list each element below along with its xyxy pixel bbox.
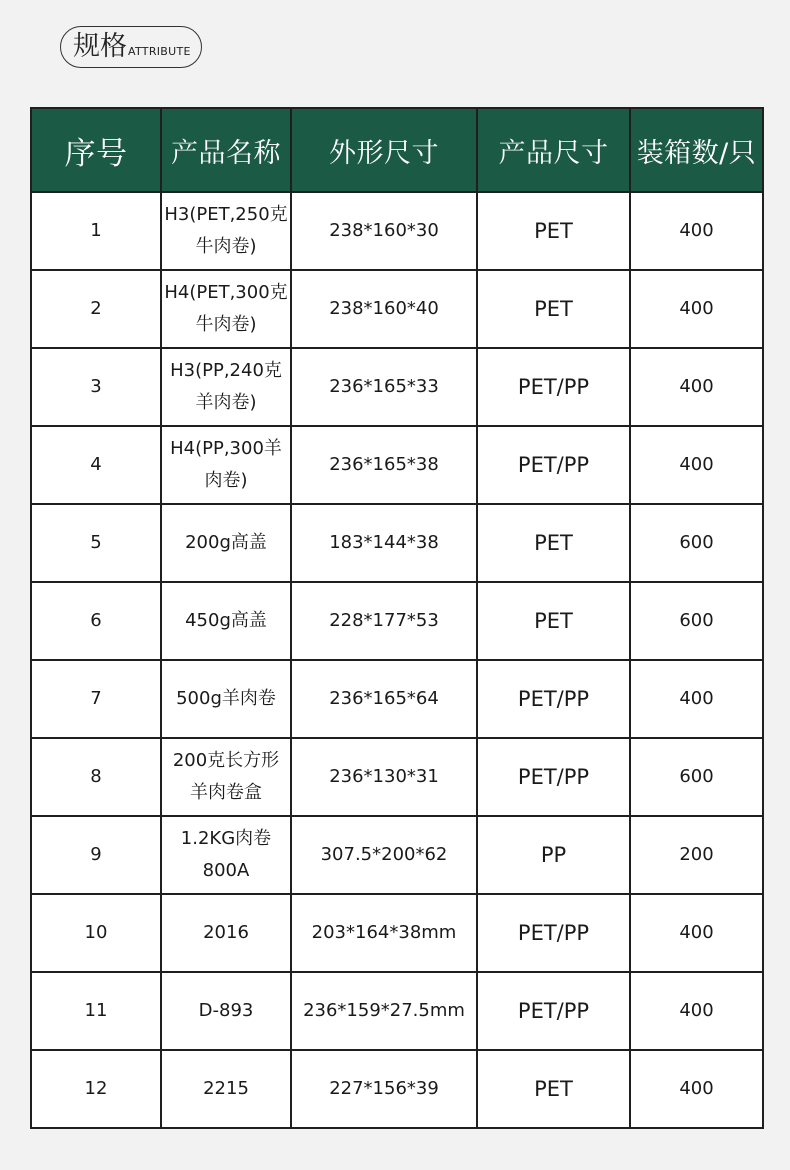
cell-outer-dimensions: 227*156*39 (291, 1050, 477, 1128)
table-body (31, 192, 763, 1128)
header-product-material: 产品尺寸 (477, 108, 630, 192)
table-row (31, 582, 763, 660)
table-row (31, 1050, 763, 1128)
table-row (31, 816, 763, 894)
cell-pack-quantity: 400 (630, 1050, 763, 1128)
cell-product-name: H3(PP,240克羊肉卷) (161, 348, 291, 426)
cell-pack-quantity: 600 (630, 738, 763, 816)
cell-pack-quantity: 400 (630, 348, 763, 426)
cell-serial-number: 11 (31, 972, 161, 1050)
cell-pack-quantity: 600 (630, 582, 763, 660)
cell-serial-number: 2 (31, 270, 161, 348)
header-row (31, 108, 763, 192)
cell-product-material: PET/PP (477, 348, 630, 426)
cell-pack-quantity: 400 (630, 972, 763, 1050)
cell-product-name: D-893 (161, 972, 291, 1050)
cell-product-material: PET (477, 504, 630, 582)
cell-outer-dimensions: 236*165*64 (291, 660, 477, 738)
cell-product-material: PP (477, 816, 630, 894)
header-product-name: 产品名称 (161, 108, 291, 192)
cell-product-material: PET/PP (477, 972, 630, 1050)
cell-pack-quantity: 200 (630, 816, 763, 894)
cell-outer-dimensions: 236*165*38 (291, 426, 477, 504)
cell-pack-quantity: 400 (630, 270, 763, 348)
table-row (31, 192, 763, 270)
table-row (31, 894, 763, 972)
cell-product-name: H4(PET,300克牛肉卷) (161, 270, 291, 348)
cell-product-name: 200g高盖 (161, 504, 291, 582)
cell-product-name: 2215 (161, 1050, 291, 1128)
cell-pack-quantity: 400 (630, 660, 763, 738)
cell-pack-quantity: 400 (630, 894, 763, 972)
cell-product-name: 450g高盖 (161, 582, 291, 660)
section-subtitle: ATTRIBUTE (128, 45, 191, 58)
section-title-badge (60, 26, 202, 68)
cell-serial-number: 12 (31, 1050, 161, 1128)
cell-pack-quantity: 600 (630, 504, 763, 582)
cell-outer-dimensions: 236*159*27.5mm (291, 972, 477, 1050)
table-row (31, 348, 763, 426)
cell-serial-number: 6 (31, 582, 161, 660)
cell-serial-number: 10 (31, 894, 161, 972)
cell-product-material: PET/PP (477, 738, 630, 816)
cell-product-name: 200克长方形羊肉卷盒 (161, 738, 291, 816)
cell-serial-number: 3 (31, 348, 161, 426)
cell-serial-number: 5 (31, 504, 161, 582)
cell-outer-dimensions: 307.5*200*62 (291, 816, 477, 894)
cell-product-material: PET/PP (477, 660, 630, 738)
header-outer-dimensions: 外形尺寸 (291, 108, 477, 192)
table-row (31, 426, 763, 504)
header-pack-quantity: 装箱数/只 (630, 108, 763, 192)
table-header (31, 108, 763, 192)
cell-outer-dimensions: 238*160*30 (291, 192, 477, 270)
cell-serial-number: 8 (31, 738, 161, 816)
section-title: 规格 (73, 31, 127, 62)
cell-product-name: 1.2KG肉卷800A (161, 816, 291, 894)
cell-product-material: PET (477, 192, 630, 270)
table-row (31, 660, 763, 738)
header-serial-number: 序号 (31, 108, 161, 192)
cell-serial-number: 7 (31, 660, 161, 738)
cell-product-material: PET (477, 582, 630, 660)
cell-product-name: H4(PP,300羊肉卷) (161, 426, 291, 504)
table-row (31, 270, 763, 348)
table-row (31, 738, 763, 816)
table-row (31, 972, 763, 1050)
cell-outer-dimensions: 236*130*31 (291, 738, 477, 816)
cell-outer-dimensions: 203*164*38mm (291, 894, 477, 972)
cell-outer-dimensions: 183*144*38 (291, 504, 477, 582)
cell-product-name: 500g羊肉卷 (161, 660, 291, 738)
cell-product-material: PET/PP (477, 426, 630, 504)
cell-product-material: PET (477, 1050, 630, 1128)
cell-product-material: PET (477, 270, 630, 348)
cell-product-material: PET/PP (477, 894, 630, 972)
cell-outer-dimensions: 238*160*40 (291, 270, 477, 348)
cell-outer-dimensions: 228*177*53 (291, 582, 477, 660)
cell-serial-number: 1 (31, 192, 161, 270)
table-row (31, 504, 763, 582)
cell-serial-number: 4 (31, 426, 161, 504)
cell-pack-quantity: 400 (630, 192, 763, 270)
spec-table (30, 107, 764, 1129)
cell-product-name: H3(PET,250克牛肉卷) (161, 192, 291, 270)
cell-serial-number: 9 (31, 816, 161, 894)
cell-pack-quantity: 400 (630, 426, 763, 504)
cell-outer-dimensions: 236*165*33 (291, 348, 477, 426)
cell-product-name: 2016 (161, 894, 291, 972)
